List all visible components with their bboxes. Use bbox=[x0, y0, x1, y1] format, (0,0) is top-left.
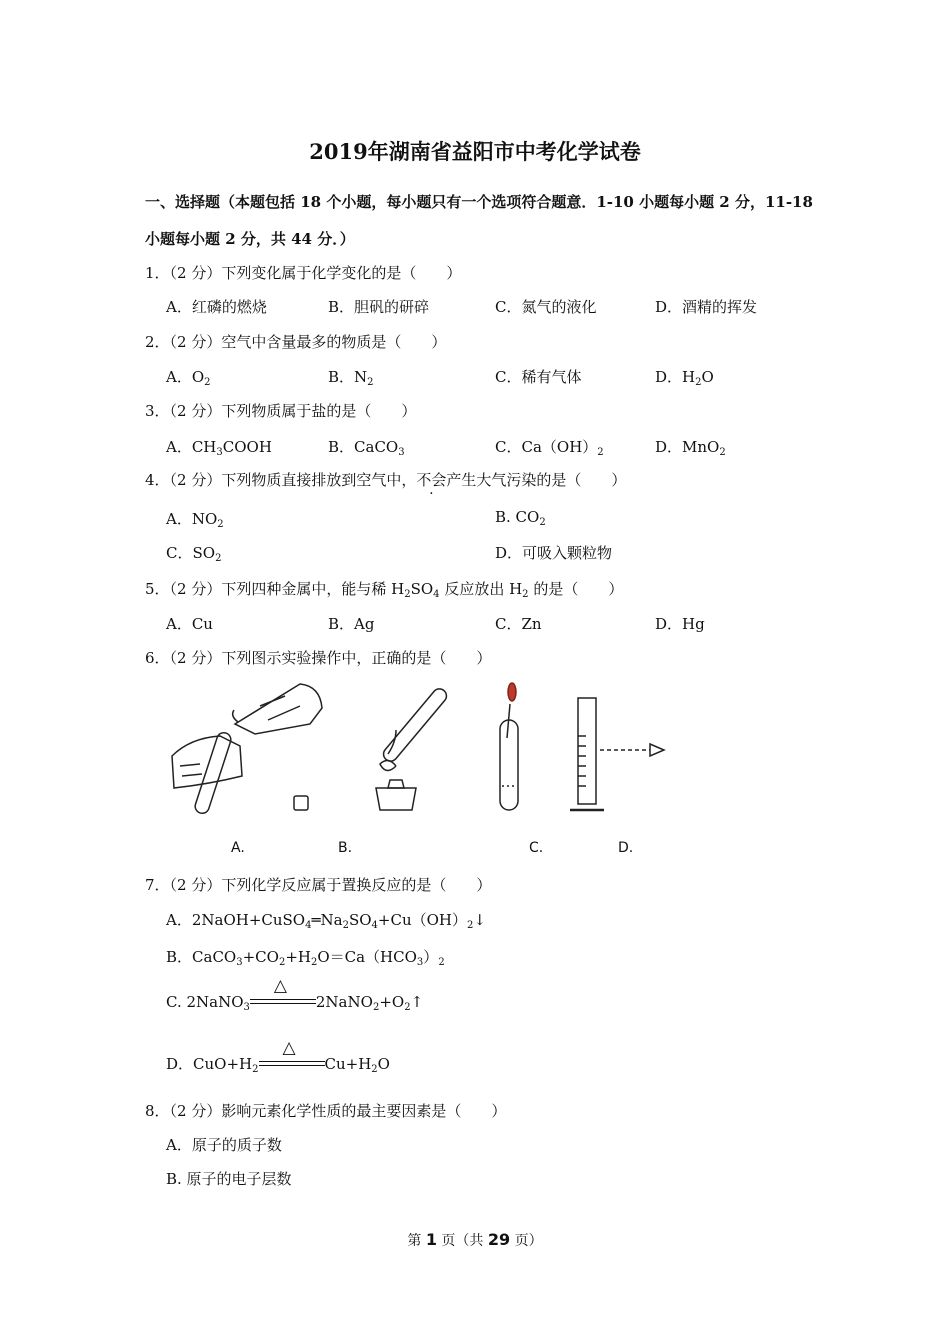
emphasis-not-text: 不会 bbox=[416, 471, 447, 489]
figure-label-c[interactable]: C. bbox=[529, 840, 544, 856]
q3-option-c[interactable]: C．$Ca(OH)_2$ bbox=[495, 438, 604, 458]
q4-option-c[interactable]: C．$SO_2$ bbox=[166, 544, 222, 564]
q8-option-a[interactable]: A．原子的质子数 bbox=[166, 1136, 282, 1154]
q3-option-d[interactable]: D．MnO$_2$ bbox=[655, 438, 726, 458]
page-footer: 第 1 页（共 29 页） bbox=[407, 1230, 543, 1249]
question-7-stem: 7．（2 分）下列化学反应属于置换反应的是（ ） bbox=[145, 876, 492, 894]
figure-label-b[interactable]: B. bbox=[338, 840, 353, 856]
q5-option-b[interactable]: B．Ag bbox=[328, 615, 375, 633]
heat-triangle-icon: △ bbox=[282, 1038, 296, 1058]
figure-c-dropper bbox=[500, 683, 518, 810]
question-3-stem: 3．（2 分）下列物质属于盐的是（ ） bbox=[145, 402, 417, 420]
q1-option-b[interactable]: B．胆矾的研碎 bbox=[328, 298, 430, 316]
q2-option-c[interactable]: C．稀有气体 bbox=[495, 368, 582, 386]
q1-option-a[interactable]: A．红磷的燃烧 bbox=[166, 298, 267, 316]
question-5-stem: 5．（2 分）下列四种金属中，能与稀 $H_2SO_4$ 反应放出 $H_2$ 的是（ ） bbox=[145, 580, 624, 600]
q5-option-c[interactable]: C．Zn bbox=[495, 615, 542, 633]
figure-b-heating bbox=[376, 686, 449, 810]
q2-option-d[interactable]: D．$H_2O$ bbox=[655, 368, 714, 388]
q5-option-d[interactable]: D．Hg bbox=[655, 615, 705, 633]
q7-option-a[interactable]: A．$2NaOH+CuSO_4═Na_2SO_4+Cu(OH)_2↓$ bbox=[166, 911, 486, 931]
page-total: 29 bbox=[487, 1230, 511, 1249]
figure-a-pouring bbox=[172, 684, 322, 815]
figure-label-a[interactable]: A. bbox=[231, 840, 245, 856]
q7-option-d[interactable]: D．$CuO+H_2$ △ $Cu+H_2O$ bbox=[166, 1038, 390, 1075]
q2-option-b[interactable]: B．$N_2$ bbox=[328, 368, 374, 388]
section-heading-line1: 一、选择题（本题包括 18 个小题，每小题只有一个选项符合题意．1-10 小题每小题 2 分，11-18 bbox=[145, 193, 813, 211]
question-1-stem: 1．（2 分）下列变化属于化学变化的是（ ） bbox=[145, 264, 462, 282]
q3-option-b[interactable]: B．CaCO$_3$ bbox=[328, 438, 405, 458]
figure-d-cylinder bbox=[570, 698, 664, 810]
q8-option-b[interactable]: B. 原子的电子层数 bbox=[166, 1170, 292, 1188]
q4-option-b[interactable]: B. $CO_2$ bbox=[495, 508, 546, 528]
q1-option-d[interactable]: D．酒精的挥发 bbox=[655, 298, 758, 316]
question-4-stem: 4．（2 分）下列物质直接排放到空气中，不会产生大气污染的是（ ） bbox=[145, 471, 627, 489]
question-8-stem: 8．（2 分）影响元素化学性质的最主要因素是（ ） bbox=[145, 1102, 507, 1120]
q1-option-c[interactable]: C．氮气的液化 bbox=[495, 298, 597, 316]
section-heading-line2: 小题每小题 2 分，共 44 分．） bbox=[145, 230, 355, 248]
figure-label-d[interactable]: D. bbox=[618, 840, 634, 856]
q4-option-d[interactable]: D．可吸入颗粒物 bbox=[495, 544, 613, 562]
page-title: 2019年湖南省益阳市中考化学试卷 bbox=[309, 139, 641, 164]
q2-option-a[interactable]: A．$O_2$ bbox=[166, 368, 211, 388]
question-2-stem: 2．（2 分）空气中含量最多的物质是（ ） bbox=[145, 333, 447, 351]
q7-option-b[interactable]: B．$CaCO_3+CO_2+H_2O=Ca(HCO_3)_2$ bbox=[166, 948, 445, 968]
question-6-stem: 6．（2 分）下列图示实验操作中，正确的是（ ） bbox=[145, 649, 492, 667]
page-number: 1 bbox=[425, 1230, 437, 1249]
q3-option-a[interactable]: A．$CH_3COOH$ bbox=[166, 438, 272, 458]
lab-operations-figure bbox=[160, 676, 680, 821]
q4-option-a[interactable]: A．$NO_2$ bbox=[166, 510, 224, 530]
heat-triangle-icon: △ bbox=[273, 976, 287, 996]
q5-option-a[interactable]: A．Cu bbox=[166, 615, 213, 633]
q7-option-c[interactable]: C. 2NaNO$_3$ △ $2NaNO_2+O_2↑$ bbox=[166, 976, 424, 1013]
